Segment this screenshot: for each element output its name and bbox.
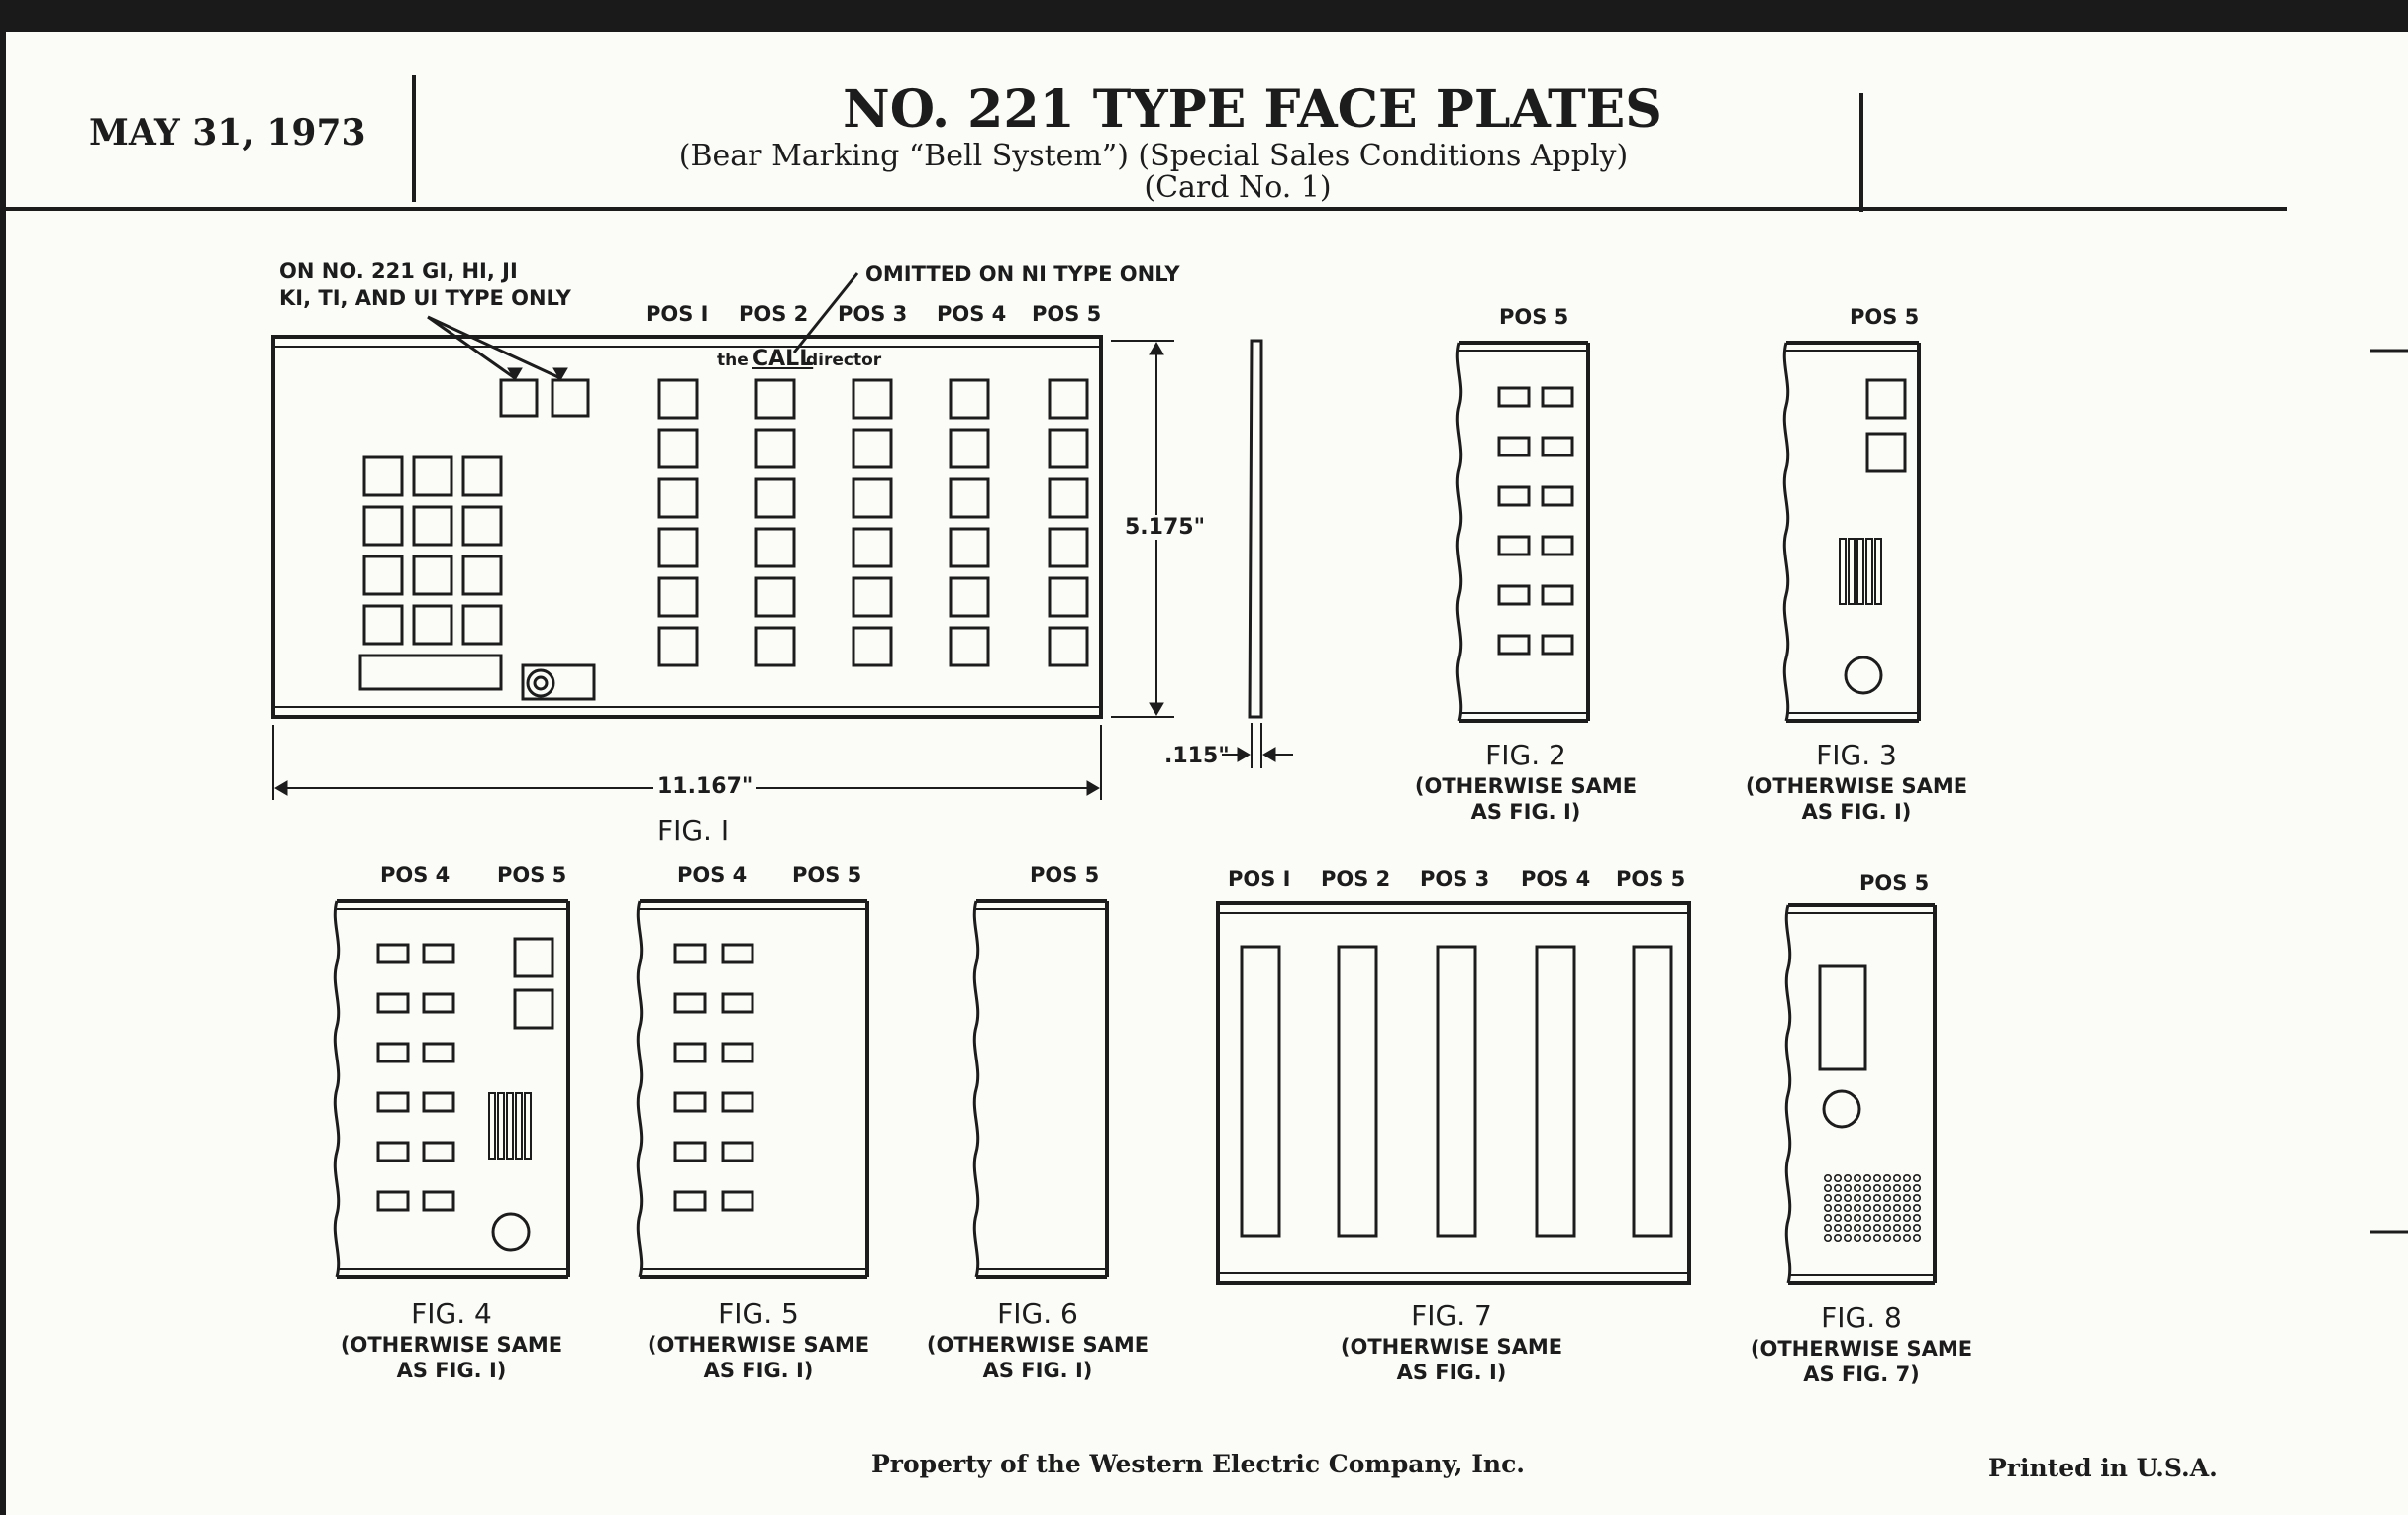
- fig8-speaker-hole: [1845, 1235, 1851, 1241]
- fig8-caption-2: AS FIG. 7): [1803, 1363, 1920, 1386]
- brand-the: the: [717, 351, 749, 370]
- fig1-pos1: POS I: [646, 302, 709, 326]
- fig1-keypad-key: [364, 457, 402, 495]
- fig8-plate-left-edge: [1786, 905, 1789, 1283]
- thickness-dimension: .115": [1164, 744, 1230, 768]
- fig1-keypad-key: [414, 556, 452, 594]
- width-arrow-right: [1087, 781, 1099, 795]
- fig1-keypad-key: [463, 606, 501, 644]
- fig6-plate-left-edge: [974, 901, 977, 1277]
- fig5-key: [675, 994, 705, 1012]
- fig8-caption-1: (OTHERWISE SAME: [1750, 1337, 1973, 1361]
- note-line-2: KI, TI, AND UI TYPE ONLY: [279, 286, 571, 310]
- fig4-pos5: POS 5: [497, 863, 567, 887]
- fig4-plate-left-edge: [335, 901, 338, 1277]
- fig7-strip: [1242, 947, 1279, 1236]
- footer-property: Property of the Western Electric Company, Inc.: [871, 1450, 1526, 1478]
- fig2-key: [1499, 388, 1529, 406]
- fig8-speaker-hole: [1835, 1185, 1841, 1191]
- fig1-pos-key: [756, 430, 794, 467]
- fig4-square-key: [515, 990, 552, 1028]
- fig6-caption-2: AS FIG. I): [982, 1359, 1093, 1382]
- fig1-pos-key: [951, 578, 988, 616]
- fig8-speaker-hole: [1835, 1205, 1841, 1211]
- fig8-speaker-hole: [1835, 1225, 1841, 1231]
- fig8-speaker-hole: [1884, 1235, 1890, 1241]
- fig4-key: [424, 994, 453, 1012]
- page-title: NO. 221 TYPE FACE PLATES: [843, 79, 1662, 140]
- fig3-speaker-slot: [1849, 539, 1855, 604]
- fig8-speaker-hole: [1825, 1215, 1831, 1221]
- fig1-pos-key: [1050, 578, 1087, 616]
- fig1-pos-key: [659, 529, 697, 566]
- fig1-pos-key: [659, 628, 697, 665]
- brand-director: director: [806, 351, 882, 370]
- fig1-keypad-key: [414, 606, 452, 644]
- fig8-speaker-hole: [1884, 1175, 1890, 1181]
- fig1-pos-key: [659, 479, 697, 517]
- page-subtitle: (Bear Marking “Bell System”) (Special Sales Conditions Apply): [678, 139, 1629, 173]
- height-arrow-top: [1150, 343, 1163, 354]
- fig8-speaker-hole: [1845, 1175, 1851, 1181]
- fig4-key: [378, 1044, 408, 1061]
- fig2-key: [1543, 636, 1572, 654]
- fig1-pos-key: [853, 380, 891, 418]
- fig3-speaker-slot: [1875, 539, 1881, 604]
- fig8-speaker-hole: [1825, 1235, 1831, 1241]
- fig2-key: [1499, 487, 1529, 505]
- fig3-key: [1867, 380, 1905, 418]
- fig1-designation-strip: [360, 656, 501, 689]
- fig8-speaker-hole: [1874, 1185, 1880, 1191]
- fig1-keypad-key: [364, 556, 402, 594]
- fig8-speaker-hole: [1835, 1215, 1841, 1221]
- fig1-pos-key: [853, 578, 891, 616]
- fig7-strip: [1438, 947, 1475, 1236]
- fig4-key: [378, 1192, 408, 1210]
- fig6-caption-1: (OTHERWISE SAME: [926, 1333, 1150, 1357]
- fig8-speaker-hole: [1855, 1235, 1860, 1241]
- fig4-key: [378, 1143, 408, 1161]
- fig6-pos5: POS 5: [1030, 863, 1100, 887]
- fig8-speaker-hole: [1825, 1185, 1831, 1191]
- thickness-arrow-left: [1238, 748, 1250, 761]
- fig4-lamp-icon: [493, 1214, 529, 1250]
- fig8-speaker-hole: [1904, 1215, 1910, 1221]
- fig1-keypad-key: [364, 606, 402, 644]
- fig8-speaker-hole: [1894, 1195, 1900, 1201]
- height-dimension: 5.175": [1125, 515, 1206, 540]
- fig2-key: [1499, 537, 1529, 555]
- fig8-speaker-hole: [1835, 1235, 1841, 1241]
- fig1-lamp-icon: [528, 670, 553, 696]
- fig3-speaker-slot: [1866, 539, 1872, 604]
- fig4-pos4: POS 4: [380, 863, 451, 887]
- fig8-speaker-hole: [1904, 1235, 1910, 1241]
- width-dimension: 11.167": [653, 774, 756, 799]
- fig7-strip: [1537, 947, 1574, 1236]
- fig1-keypad-key: [414, 457, 452, 495]
- fig1-pos-key: [1050, 628, 1087, 665]
- fig8-speaker-hole: [1904, 1185, 1910, 1191]
- fig8-speaker-hole: [1874, 1215, 1880, 1221]
- fig4-key: [424, 1044, 453, 1061]
- fig5-key: [675, 1093, 705, 1111]
- fig1-pos-key: [1050, 529, 1087, 566]
- thickness-arrow-right: [1263, 748, 1275, 761]
- fig4-square-key: [515, 939, 552, 976]
- fig2-key: [1499, 636, 1529, 654]
- fig4-key: [378, 994, 408, 1012]
- fig8-speaker-hole: [1894, 1175, 1900, 1181]
- fig3-plate-left-edge: [1784, 343, 1787, 721]
- fig1-keypad-key: [463, 556, 501, 594]
- fig8-speaker-hole: [1825, 1225, 1831, 1231]
- fig8-speaker-hole: [1855, 1205, 1860, 1211]
- fig1-plate-outline: [273, 337, 1101, 717]
- fig2-plate-left-edge: [1457, 343, 1460, 721]
- fig2-key: [1543, 487, 1572, 505]
- fig1-pos-key: [756, 529, 794, 566]
- fig8-label: FIG. 8: [1821, 1301, 1902, 1334]
- fig8-speaker-hole: [1825, 1175, 1831, 1181]
- fig7-pos3: POS 3: [1420, 867, 1490, 891]
- fig2-key: [1543, 586, 1572, 604]
- fig8-speaker-hole: [1855, 1195, 1860, 1201]
- fig1-pos-key: [1050, 380, 1087, 418]
- fig4-speaker-slot: [507, 1093, 513, 1159]
- fig4-speaker-slot: [498, 1093, 504, 1159]
- fig1-pos5: POS 5: [1032, 302, 1102, 326]
- fig1-pos-key: [1050, 430, 1087, 467]
- header-rules: [6, 75, 2408, 1232]
- fig5-plate-left-edge: [638, 901, 641, 1277]
- fig1-keypad-key: [463, 507, 501, 545]
- fig8-speaker-hole: [1914, 1185, 1920, 1191]
- fig8-speaker-hole: [1884, 1185, 1890, 1191]
- fig2-caption-2: AS FIG. I): [1470, 800, 1581, 824]
- fig3-caption-2: AS FIG. I): [1801, 800, 1912, 824]
- brand-call: CALL: [752, 347, 814, 371]
- fig1-arrow-head: [553, 368, 567, 380]
- fig2-label: FIG. 2: [1485, 739, 1566, 771]
- footer-printed: Printed in U.S.A.: [1988, 1454, 2218, 1482]
- fig1-pos-key: [853, 628, 891, 665]
- fig3-lamp-icon: [1846, 657, 1881, 693]
- fig4-speaker-slot: [489, 1093, 495, 1159]
- fig5-label: FIG. 5: [718, 1297, 799, 1330]
- fig7-pos5: POS 5: [1616, 867, 1686, 891]
- fig4-key: [424, 1143, 453, 1161]
- fig1-pos3: POS 3: [838, 302, 908, 326]
- fig2-key: [1499, 438, 1529, 455]
- omitted-note: OMITTED ON NI TYPE ONLY: [865, 262, 1180, 286]
- fig8-speaker-hole: [1884, 1205, 1890, 1211]
- fig5-pos5: POS 5: [792, 863, 862, 887]
- fig1-pos-key: [659, 380, 697, 418]
- fig1-pos-key: [756, 628, 794, 665]
- fig2-key: [1543, 438, 1572, 455]
- fig8-speaker-hole: [1855, 1215, 1860, 1221]
- fig2-key: [1543, 537, 1572, 555]
- fig5-key: [723, 945, 752, 962]
- fig8-speaker-hole: [1904, 1205, 1910, 1211]
- fig8-speaker-hole: [1874, 1175, 1880, 1181]
- fig1-label: FIG. I: [657, 814, 730, 847]
- fig8-speaker-hole: [1884, 1225, 1890, 1231]
- fig1-pos-key: [659, 578, 697, 616]
- fig7-pos4: POS 4: [1521, 867, 1591, 891]
- fig4-key: [424, 1192, 453, 1210]
- fig8-speaker-hole: [1864, 1185, 1870, 1191]
- fig8-speaker-hole: [1855, 1175, 1860, 1181]
- fig4-label: FIG. 4: [411, 1297, 492, 1330]
- fig1-pos-key: [853, 479, 891, 517]
- fig1-pos-key: [853, 430, 891, 467]
- fig8-speaker-hole: [1845, 1185, 1851, 1191]
- fig8-speaker-hole: [1874, 1225, 1880, 1231]
- fig8-speaker-hole: [1904, 1225, 1910, 1231]
- fig1-pos-key: [951, 628, 988, 665]
- fig4-key: [424, 945, 453, 962]
- fig5-key: [723, 1093, 752, 1111]
- fig1-pos-key: [951, 479, 988, 517]
- fig4-speaker-slot: [525, 1093, 531, 1159]
- fig8-speaker-hole: [1845, 1215, 1851, 1221]
- fig5-pos4: POS 4: [677, 863, 748, 887]
- fig7-strip: [1634, 947, 1671, 1236]
- fig8-speaker-hole: [1874, 1195, 1880, 1201]
- fig8-speaker-hole: [1864, 1235, 1870, 1241]
- date-label: MAY 31, 1973: [89, 112, 366, 153]
- fig8-speaker-hole: [1894, 1205, 1900, 1211]
- fig8-speaker-hole: [1864, 1225, 1870, 1231]
- fig8-speaker-hole: [1904, 1175, 1910, 1181]
- fig3-caption-1: (OTHERWISE SAME: [1745, 774, 1968, 798]
- fig7-label: FIG. 7: [1411, 1299, 1492, 1332]
- fig1-option-square: [552, 380, 588, 416]
- fig1-pos-key: [951, 430, 988, 467]
- fig5-key: [675, 1143, 705, 1161]
- fig5-key: [723, 1192, 752, 1210]
- fig4-key: [378, 1093, 408, 1111]
- fig8-lamp-icon: [1824, 1091, 1859, 1127]
- fig1-pos-key: [659, 430, 697, 467]
- fig8-speaker-hole: [1894, 1185, 1900, 1191]
- fig4-caption-2: AS FIG. I): [396, 1359, 507, 1382]
- fig2-caption-1: (OTHERWISE SAME: [1414, 774, 1638, 798]
- fig3-key: [1867, 434, 1905, 471]
- fig8-speaker-hole: [1845, 1195, 1851, 1201]
- fig5-key: [723, 1044, 752, 1061]
- fig8-speaker-hole: [1914, 1205, 1920, 1211]
- fig1-lamp-inner: [535, 677, 547, 689]
- fig8-speaker-hole: [1914, 1215, 1920, 1221]
- fig8-speaker-hole: [1874, 1235, 1880, 1241]
- fig8-speaker-hole: [1894, 1235, 1900, 1241]
- fig2-key: [1499, 586, 1529, 604]
- fig8-speaker-hole: [1894, 1215, 1900, 1221]
- fig4-caption-1: (OTHERWISE SAME: [340, 1333, 563, 1357]
- width-arrow-left: [275, 781, 287, 795]
- fig3-speaker-slot: [1857, 539, 1863, 604]
- fig3-pos5: POS 5: [1850, 305, 1920, 329]
- fig8-speaker-hole: [1914, 1195, 1920, 1201]
- fig8-speaker-hole: [1864, 1205, 1870, 1211]
- fig7-caption-1: (OTHERWISE SAME: [1340, 1335, 1563, 1359]
- fig1-edge-view: [1250, 341, 1261, 717]
- fig8-speaker-hole: [1845, 1205, 1851, 1211]
- fig1-keypad-key: [463, 457, 501, 495]
- fig1-pos-key: [756, 578, 794, 616]
- fig5-key: [723, 1143, 752, 1161]
- fig8-speaker-hole: [1864, 1215, 1870, 1221]
- fig8-speaker-hole: [1864, 1175, 1870, 1181]
- fig2-key: [1543, 388, 1572, 406]
- fig4-speaker-slot: [516, 1093, 522, 1159]
- fig1-pos2: POS 2: [739, 302, 809, 326]
- fig2-pos5: POS 5: [1499, 305, 1569, 329]
- fig7-caption-2: AS FIG. I): [1396, 1361, 1507, 1384]
- fig4-key: [424, 1093, 453, 1111]
- fig8-speaker-hole: [1835, 1195, 1841, 1201]
- fig7-plate-outline: [1218, 903, 1689, 1283]
- fig5-key: [675, 945, 705, 962]
- fig8-speaker-hole: [1884, 1215, 1890, 1221]
- fig8-speaker-hole: [1874, 1205, 1880, 1211]
- fig8-speaker-hole: [1914, 1235, 1920, 1241]
- fig8-speaker-hole: [1904, 1195, 1910, 1201]
- fig4-key: [378, 945, 408, 962]
- fig3-speaker-slot: [1840, 539, 1846, 604]
- fig7-pos2: POS 2: [1321, 867, 1391, 891]
- fig1-pos-key: [951, 380, 988, 418]
- fig3-label: FIG. 3: [1816, 739, 1897, 771]
- fig5-key: [723, 994, 752, 1012]
- fig1-pos-key: [1050, 479, 1087, 517]
- fig8-speaker-hole: [1855, 1185, 1860, 1191]
- fig8-pos5: POS 5: [1859, 871, 1930, 895]
- height-arrow-bottom: [1150, 703, 1163, 715]
- fig5-caption-2: AS FIG. I): [703, 1359, 814, 1382]
- fig1-pos-key: [756, 479, 794, 517]
- fig1-pos-key: [853, 529, 891, 566]
- fig7-strip: [1339, 947, 1376, 1236]
- fig8-speaker-hole: [1914, 1225, 1920, 1231]
- fig8-speaker-hole: [1825, 1205, 1831, 1211]
- fig5-key: [675, 1192, 705, 1210]
- fig7-pos1: POS I: [1228, 867, 1291, 891]
- fig5-key: [675, 1044, 705, 1061]
- fig8-speaker-hole: [1914, 1175, 1920, 1181]
- fig1-pos4: POS 4: [937, 302, 1007, 326]
- fig6-label: FIG. 6: [997, 1297, 1078, 1330]
- fig8-speaker-hole: [1864, 1195, 1870, 1201]
- fig8-speaker-hole: [1894, 1225, 1900, 1231]
- fig1-pos-key: [951, 529, 988, 566]
- fig8-speaker-hole: [1855, 1225, 1860, 1231]
- fig8-window: [1820, 966, 1865, 1069]
- fig1-keypad-key: [364, 507, 402, 545]
- card-number: (Card No. 1): [1144, 170, 1332, 205]
- fig1-pos-key: [756, 380, 794, 418]
- fig8-speaker-hole: [1845, 1225, 1851, 1231]
- fig5-caption-1: (OTHERWISE SAME: [647, 1333, 870, 1357]
- fig1-option-square: [501, 380, 537, 416]
- fig1-keypad-key: [414, 507, 452, 545]
- fig8-speaker-hole: [1825, 1195, 1831, 1201]
- note-line-1: ON NO. 221 GI, HI, JI: [279, 259, 518, 283]
- fig8-speaker-hole: [1884, 1195, 1890, 1201]
- fig8-speaker-hole: [1835, 1175, 1841, 1181]
